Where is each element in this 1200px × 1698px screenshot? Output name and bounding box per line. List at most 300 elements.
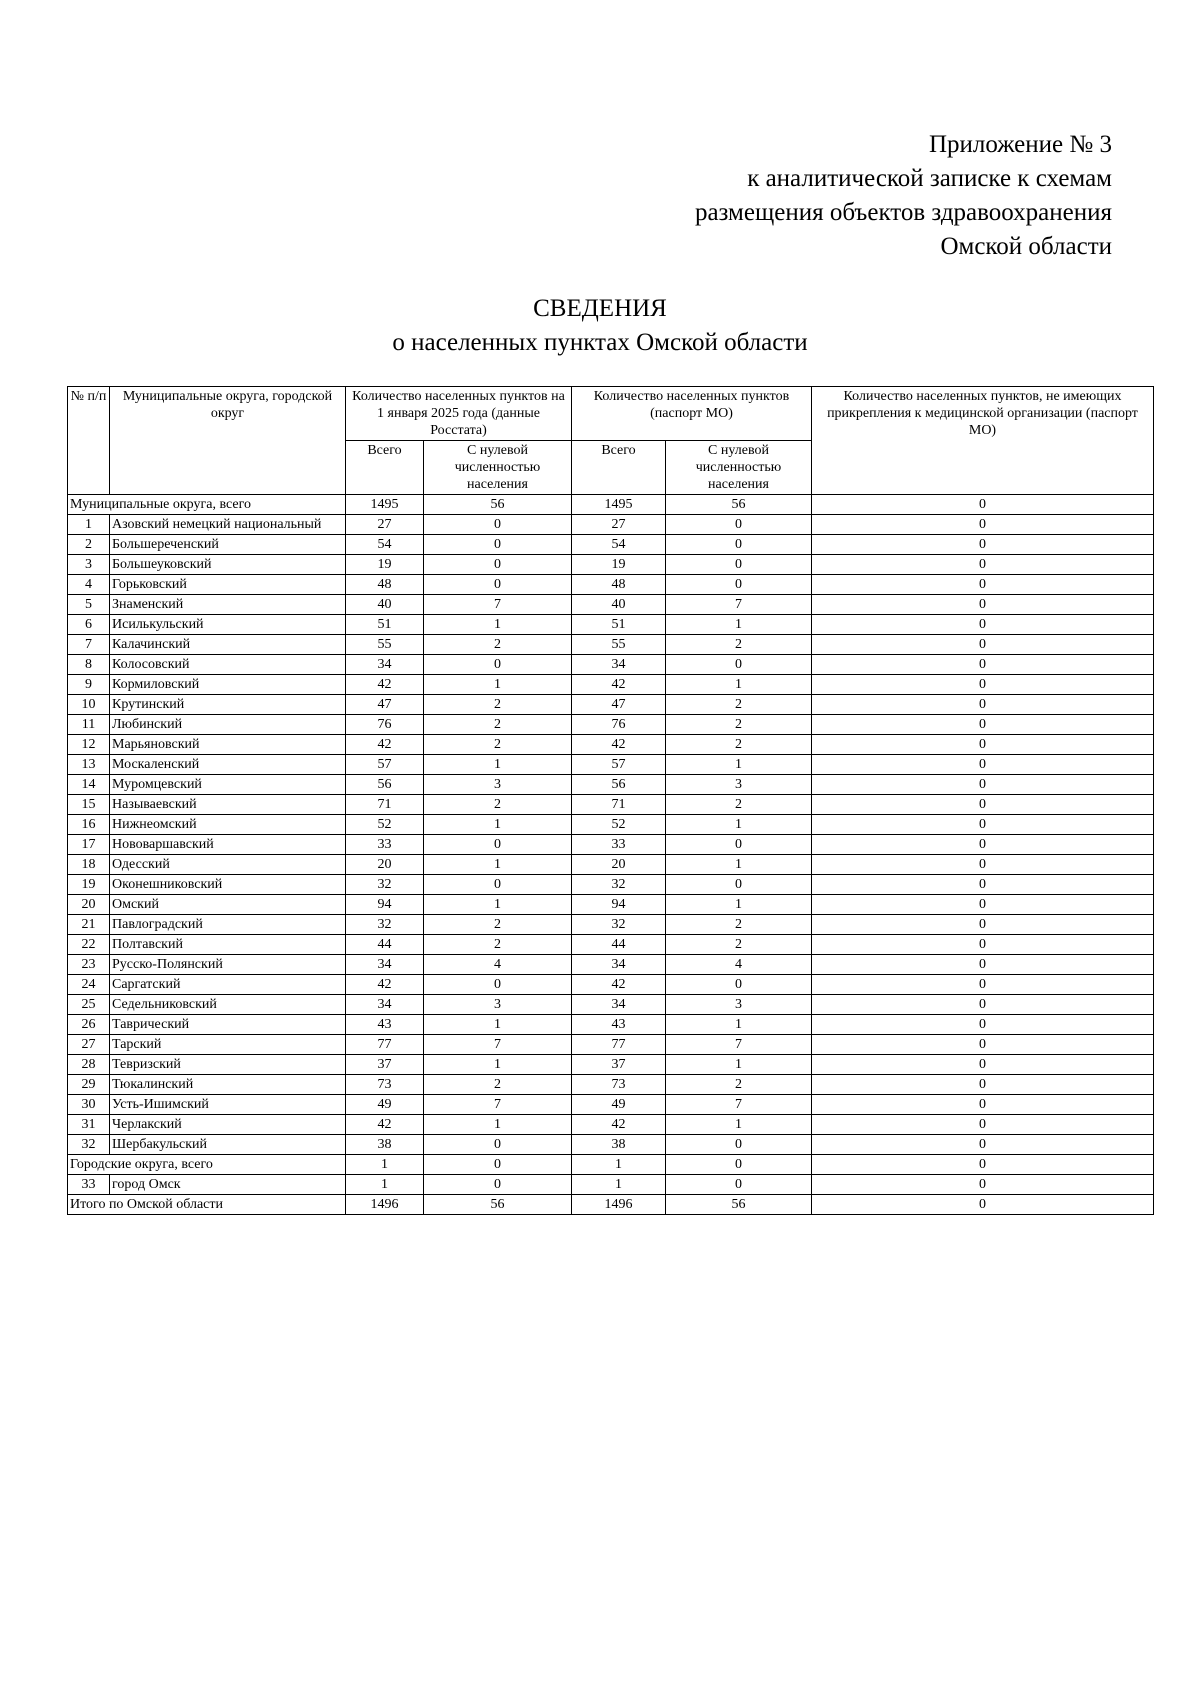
cell-ros-total: 52 [346, 815, 424, 835]
cell-ros-zero: 3 [424, 995, 572, 1015]
row-number: 6 [68, 615, 110, 635]
cell-no-attach: 0 [812, 595, 1154, 615]
cell-ros-zero: 0 [424, 575, 572, 595]
cell-mo-total: 19 [572, 555, 666, 575]
row-number: 33 [68, 1175, 110, 1195]
district-name: Павлоградский [110, 915, 346, 935]
district-name: Седельниковский [110, 995, 346, 1015]
cell-mo-total: 44 [572, 935, 666, 955]
cell-no-attach: 0 [812, 1015, 1154, 1035]
table-row [68, 735, 1154, 755]
cell-mo-zero: 0 [666, 655, 812, 675]
header-zero: С нулевой численностью населения [666, 441, 812, 495]
cell-no-attach: 0 [812, 575, 1154, 595]
cell-no-attach: 0 [812, 1195, 1154, 1215]
summary-row [68, 1155, 1154, 1175]
table-row [68, 955, 1154, 975]
cell-no-attach: 0 [812, 755, 1154, 775]
cell-ros-zero: 56 [424, 495, 572, 515]
cell-mo-zero: 7 [666, 1035, 812, 1055]
cell-ros-total: 34 [346, 955, 424, 975]
table-row [68, 655, 1154, 675]
district-name: Черлакский [110, 1115, 346, 1135]
cell-mo-zero: 0 [666, 1135, 812, 1155]
cell-no-attach: 0 [812, 615, 1154, 635]
cell-mo-zero: 3 [666, 995, 812, 1015]
header-rosstat: Количество населенных пунктов на 1 января 2025 года (данные Росстата) [346, 387, 572, 441]
table-row [68, 675, 1154, 695]
table-row [68, 1075, 1154, 1095]
cell-mo-zero: 0 [666, 1155, 812, 1175]
table-row [68, 535, 1154, 555]
district-name: Таврический [110, 1015, 346, 1035]
cell-ros-zero: 0 [424, 1135, 572, 1155]
cell-mo-zero: 3 [666, 775, 812, 795]
cell-no-attach: 0 [812, 715, 1154, 735]
table-row [68, 935, 1154, 955]
row-number: 26 [68, 1015, 110, 1035]
cell-no-attach: 0 [812, 975, 1154, 995]
cell-no-attach: 0 [812, 555, 1154, 575]
table-row [68, 855, 1154, 875]
cell-ros-total: 1 [346, 1155, 424, 1175]
settlements-table [67, 386, 1154, 1215]
cell-ros-total: 49 [346, 1095, 424, 1115]
cell-mo-zero: 7 [666, 1095, 812, 1115]
row-number: 25 [68, 995, 110, 1015]
cell-no-attach: 0 [812, 535, 1154, 555]
district-name: Марьяновский [110, 735, 346, 755]
cell-no-attach: 0 [812, 955, 1154, 975]
cell-ros-total: 55 [346, 635, 424, 655]
cell-ros-zero: 0 [424, 555, 572, 575]
title-sub: о населенных пунктах Омской области [392, 329, 808, 356]
cell-no-attach: 0 [812, 1075, 1154, 1095]
row-number: 13 [68, 755, 110, 775]
row-number: 30 [68, 1095, 110, 1115]
table-row [68, 635, 1154, 655]
table-row [68, 815, 1154, 835]
row-number: 1 [68, 515, 110, 535]
cell-ros-total: 38 [346, 1135, 424, 1155]
cell-no-attach: 0 [812, 495, 1154, 515]
summary-row [68, 1195, 1154, 1215]
row-number: 29 [68, 1075, 110, 1095]
cell-mo-zero: 56 [666, 1195, 812, 1215]
cell-mo-zero: 0 [666, 975, 812, 995]
header-district: Муниципальные округа, городской округ [110, 387, 346, 495]
cell-ros-zero: 3 [424, 775, 572, 795]
cell-ros-total: 77 [346, 1035, 424, 1055]
district-name: Одесский [110, 855, 346, 875]
cell-ros-zero: 0 [424, 535, 572, 555]
cell-mo-zero: 0 [666, 575, 812, 595]
cell-ros-zero: 1 [424, 815, 572, 835]
header-num: № п/п [68, 387, 110, 495]
cell-ros-zero: 0 [424, 875, 572, 895]
cell-ros-zero: 2 [424, 695, 572, 715]
cell-mo-zero: 2 [666, 1075, 812, 1095]
cell-ros-zero: 2 [424, 635, 572, 655]
cell-mo-zero: 0 [666, 555, 812, 575]
cell-mo-total: 40 [572, 595, 666, 615]
table-row [68, 1095, 1154, 1115]
table-row [68, 775, 1154, 795]
cell-no-attach: 0 [812, 935, 1154, 955]
cell-mo-total: 32 [572, 875, 666, 895]
cell-mo-total: 76 [572, 715, 666, 735]
cell-mo-total: 48 [572, 575, 666, 595]
district-name: Шербакульский [110, 1135, 346, 1155]
district-name: город Омск [110, 1175, 346, 1195]
district-name: Муромцевский [110, 775, 346, 795]
cell-ros-zero: 2 [424, 1075, 572, 1095]
cell-no-attach: 0 [812, 815, 1154, 835]
district-name: Тевризский [110, 1055, 346, 1075]
cell-mo-total: 42 [572, 735, 666, 755]
cell-no-attach: 0 [812, 1115, 1154, 1135]
cell-ros-total: 76 [346, 715, 424, 735]
cell-mo-total: 32 [572, 915, 666, 935]
cell-mo-zero: 1 [666, 815, 812, 835]
cell-mo-total: 42 [572, 675, 666, 695]
row-number: 28 [68, 1055, 110, 1075]
row-number: 11 [68, 715, 110, 735]
appendix-line: Омской области [940, 233, 1112, 260]
header-row [68, 387, 1154, 441]
district-name: Нововаршавский [110, 835, 346, 855]
cell-no-attach: 0 [812, 515, 1154, 535]
cell-no-attach: 0 [812, 695, 1154, 715]
cell-ros-zero: 0 [424, 515, 572, 535]
cell-ros-zero: 0 [424, 975, 572, 995]
cell-ros-zero: 1 [424, 615, 572, 635]
cell-ros-total: 1496 [346, 1195, 424, 1215]
cell-mo-total: 71 [572, 795, 666, 815]
cell-ros-zero: 0 [424, 835, 572, 855]
cell-ros-total: 33 [346, 835, 424, 855]
cell-mo-zero: 2 [666, 635, 812, 655]
district-name: Омский [110, 895, 346, 915]
cell-mo-total: 20 [572, 855, 666, 875]
cell-no-attach: 0 [812, 735, 1154, 755]
table-row [68, 755, 1154, 775]
table-row [68, 1115, 1154, 1135]
cell-no-attach: 0 [812, 875, 1154, 895]
district-name: Азовский немецкий национальный [110, 515, 346, 535]
cell-mo-total: 73 [572, 1075, 666, 1095]
table-row [68, 1135, 1154, 1155]
cell-mo-zero: 2 [666, 935, 812, 955]
cell-no-attach: 0 [812, 635, 1154, 655]
cell-ros-total: 40 [346, 595, 424, 615]
district-name: Крутинский [110, 695, 346, 715]
cell-ros-total: 37 [346, 1055, 424, 1075]
cell-mo-total: 77 [572, 1035, 666, 1055]
district-name: Кормиловский [110, 675, 346, 695]
district-name: Называевский [110, 795, 346, 815]
cell-ros-total: 47 [346, 695, 424, 715]
header-zero: С нулевой численностью населения [424, 441, 572, 495]
cell-no-attach: 0 [812, 835, 1154, 855]
table-row [68, 795, 1154, 815]
table-row [68, 1175, 1154, 1195]
cell-mo-total: 38 [572, 1135, 666, 1155]
cell-ros-total: 42 [346, 675, 424, 695]
cell-no-attach: 0 [812, 1035, 1154, 1055]
cell-mo-total: 37 [572, 1055, 666, 1075]
cell-ros-total: 1495 [346, 495, 424, 515]
cell-ros-zero: 1 [424, 755, 572, 775]
header-passport: Количество населенных пунктов (паспорт МО) [572, 387, 812, 441]
table-row [68, 555, 1154, 575]
cell-ros-total: 73 [346, 1075, 424, 1095]
cell-ros-total: 51 [346, 615, 424, 635]
district-name: Любинский [110, 715, 346, 735]
cell-no-attach: 0 [812, 655, 1154, 675]
cell-mo-total: 33 [572, 835, 666, 855]
row-number: 18 [68, 855, 110, 875]
cell-mo-zero: 2 [666, 695, 812, 715]
summary-label: Муниципальные округа, всего [68, 495, 346, 515]
cell-ros-zero: 1 [424, 1015, 572, 1035]
cell-ros-zero: 2 [424, 715, 572, 735]
table-row [68, 1035, 1154, 1055]
district-name: Калачинский [110, 635, 346, 655]
cell-mo-zero: 7 [666, 595, 812, 615]
cell-mo-total: 34 [572, 655, 666, 675]
cell-mo-total: 52 [572, 815, 666, 835]
row-number: 27 [68, 1035, 110, 1055]
header-total: Всего [346, 441, 424, 495]
cell-ros-zero: 56 [424, 1195, 572, 1215]
cell-ros-total: 48 [346, 575, 424, 595]
cell-mo-zero: 1 [666, 855, 812, 875]
cell-ros-zero: 7 [424, 1035, 572, 1055]
row-number: 31 [68, 1115, 110, 1135]
cell-ros-total: 44 [346, 935, 424, 955]
district-name: Тарский [110, 1035, 346, 1055]
cell-ros-total: 71 [346, 795, 424, 815]
cell-mo-total: 42 [572, 975, 666, 995]
row-number: 14 [68, 775, 110, 795]
cell-mo-total: 47 [572, 695, 666, 715]
cell-no-attach: 0 [812, 675, 1154, 695]
row-number: 32 [68, 1135, 110, 1155]
row-number: 5 [68, 595, 110, 615]
cell-no-attach: 0 [812, 1055, 1154, 1075]
table-row [68, 1055, 1154, 1075]
summary-label: Итого по Омской области [68, 1195, 346, 1215]
row-number: 4 [68, 575, 110, 595]
cell-no-attach: 0 [812, 995, 1154, 1015]
table-row [68, 615, 1154, 635]
cell-ros-total: 43 [346, 1015, 424, 1035]
table-row [68, 875, 1154, 895]
cell-no-attach: 0 [812, 1095, 1154, 1115]
cell-no-attach: 0 [812, 895, 1154, 915]
summary-row [68, 495, 1154, 515]
appendix-line: размещения объектов здравоохранения [694, 199, 1112, 226]
cell-ros-zero: 0 [424, 1155, 572, 1175]
cell-mo-total: 34 [572, 955, 666, 975]
cell-mo-total: 43 [572, 1015, 666, 1035]
cell-mo-zero: 2 [666, 795, 812, 815]
cell-no-attach: 0 [812, 915, 1154, 935]
cell-ros-zero: 1 [424, 1115, 572, 1135]
cell-mo-zero: 1 [666, 1055, 812, 1075]
cell-ros-total: 56 [346, 775, 424, 795]
cell-ros-zero: 0 [424, 1175, 572, 1195]
row-number: 7 [68, 635, 110, 655]
row-number: 20 [68, 895, 110, 915]
district-name: Исилькульский [110, 615, 346, 635]
cell-ros-total: 54 [346, 535, 424, 555]
cell-ros-total: 34 [346, 655, 424, 675]
cell-ros-zero: 1 [424, 1055, 572, 1075]
cell-no-attach: 0 [812, 775, 1154, 795]
cell-ros-total: 27 [346, 515, 424, 535]
cell-mo-total: 1 [572, 1175, 666, 1195]
cell-ros-total: 32 [346, 915, 424, 935]
title-main: СВЕДЕНИЯ [533, 295, 667, 322]
district-name: Москаленский [110, 755, 346, 775]
cell-ros-zero: 7 [424, 1095, 572, 1115]
cell-mo-zero: 2 [666, 915, 812, 935]
header-total: Всего [572, 441, 666, 495]
cell-ros-zero: 7 [424, 595, 572, 615]
cell-mo-total: 54 [572, 535, 666, 555]
cell-mo-zero: 1 [666, 675, 812, 695]
cell-ros-zero: 2 [424, 735, 572, 755]
district-name: Саргатский [110, 975, 346, 995]
district-name: Оконешниковский [110, 875, 346, 895]
cell-mo-total: 94 [572, 895, 666, 915]
district-name: Русско-Полянский [110, 955, 346, 975]
row-number: 3 [68, 555, 110, 575]
cell-ros-zero: 0 [424, 655, 572, 675]
cell-ros-zero: 4 [424, 955, 572, 975]
cell-mo-zero: 1 [666, 755, 812, 775]
cell-mo-zero: 0 [666, 835, 812, 855]
appendix-line: к аналитической записке к схемам [747, 165, 1112, 192]
cell-mo-total: 34 [572, 995, 666, 1015]
document-title [0, 292, 1200, 360]
cell-mo-total: 49 [572, 1095, 666, 1115]
row-number: 17 [68, 835, 110, 855]
cell-ros-total: 32 [346, 875, 424, 895]
row-number: 16 [68, 815, 110, 835]
cell-mo-total: 1496 [572, 1195, 666, 1215]
row-number: 10 [68, 695, 110, 715]
row-number: 12 [68, 735, 110, 755]
summary-label: Городские округа, всего [68, 1155, 346, 1175]
cell-ros-total: 20 [346, 855, 424, 875]
cell-ros-zero: 1 [424, 855, 572, 875]
cell-ros-total: 34 [346, 995, 424, 1015]
cell-ros-total: 42 [346, 735, 424, 755]
cell-mo-zero: 1 [666, 1115, 812, 1135]
cell-mo-zero: 0 [666, 535, 812, 555]
table-row [68, 695, 1154, 715]
cell-mo-total: 1 [572, 1155, 666, 1175]
cell-ros-total: 19 [346, 555, 424, 575]
row-number: 23 [68, 955, 110, 975]
cell-mo-total: 27 [572, 515, 666, 535]
appendix-line: Приложение № 3 [928, 131, 1112, 158]
row-number: 8 [68, 655, 110, 675]
district-name: Большеуковский [110, 555, 346, 575]
row-number: 22 [68, 935, 110, 955]
cell-ros-zero: 1 [424, 895, 572, 915]
cell-mo-zero: 2 [666, 715, 812, 735]
row-number: 24 [68, 975, 110, 995]
appendix-note [695, 128, 1112, 264]
cell-mo-total: 56 [572, 775, 666, 795]
cell-no-attach: 0 [812, 1155, 1154, 1175]
cell-ros-total: 94 [346, 895, 424, 915]
table-row [68, 515, 1154, 535]
row-number: 9 [68, 675, 110, 695]
district-name: Нижнеомский [110, 815, 346, 835]
table-row [68, 575, 1154, 595]
table-row [68, 995, 1154, 1015]
cell-mo-zero: 0 [666, 515, 812, 535]
cell-mo-total: 1495 [572, 495, 666, 515]
cell-mo-total: 57 [572, 755, 666, 775]
cell-ros-total: 1 [346, 1175, 424, 1195]
district-name: Усть-Ишимский [110, 1095, 346, 1115]
table-row [68, 915, 1154, 935]
cell-ros-zero: 2 [424, 935, 572, 955]
cell-mo-zero: 1 [666, 895, 812, 915]
cell-ros-total: 42 [346, 975, 424, 995]
row-number: 19 [68, 875, 110, 895]
cell-no-attach: 0 [812, 795, 1154, 815]
cell-ros-zero: 1 [424, 675, 572, 695]
header-no-attach: Количество населенных пунктов, не имеющих прикрепления к медицинской организации (паспорт МО) [812, 387, 1154, 495]
cell-mo-zero: 1 [666, 1015, 812, 1035]
district-name: Колосовский [110, 655, 346, 675]
table-row [68, 835, 1154, 855]
district-name: Тюкалинский [110, 1075, 346, 1095]
cell-ros-total: 42 [346, 1115, 424, 1135]
cell-mo-total: 55 [572, 635, 666, 655]
row-number: 21 [68, 915, 110, 935]
district-name: Знаменский [110, 595, 346, 615]
cell-no-attach: 0 [812, 1175, 1154, 1195]
cell-ros-total: 57 [346, 755, 424, 775]
cell-ros-zero: 2 [424, 795, 572, 815]
cell-no-attach: 0 [812, 855, 1154, 875]
table-row [68, 895, 1154, 915]
cell-mo-zero: 4 [666, 955, 812, 975]
cell-ros-zero: 2 [424, 915, 572, 935]
cell-mo-zero: 2 [666, 735, 812, 755]
row-number: 15 [68, 795, 110, 815]
table-row [68, 1015, 1154, 1035]
cell-mo-zero: 0 [666, 1175, 812, 1195]
table-row [68, 975, 1154, 995]
cell-no-attach: 0 [812, 1135, 1154, 1155]
district-name: Большереченский [110, 535, 346, 555]
cell-mo-zero: 56 [666, 495, 812, 515]
cell-mo-total: 42 [572, 1115, 666, 1135]
row-number: 2 [68, 535, 110, 555]
cell-mo-zero: 1 [666, 615, 812, 635]
cell-mo-total: 51 [572, 615, 666, 635]
table-row [68, 715, 1154, 735]
